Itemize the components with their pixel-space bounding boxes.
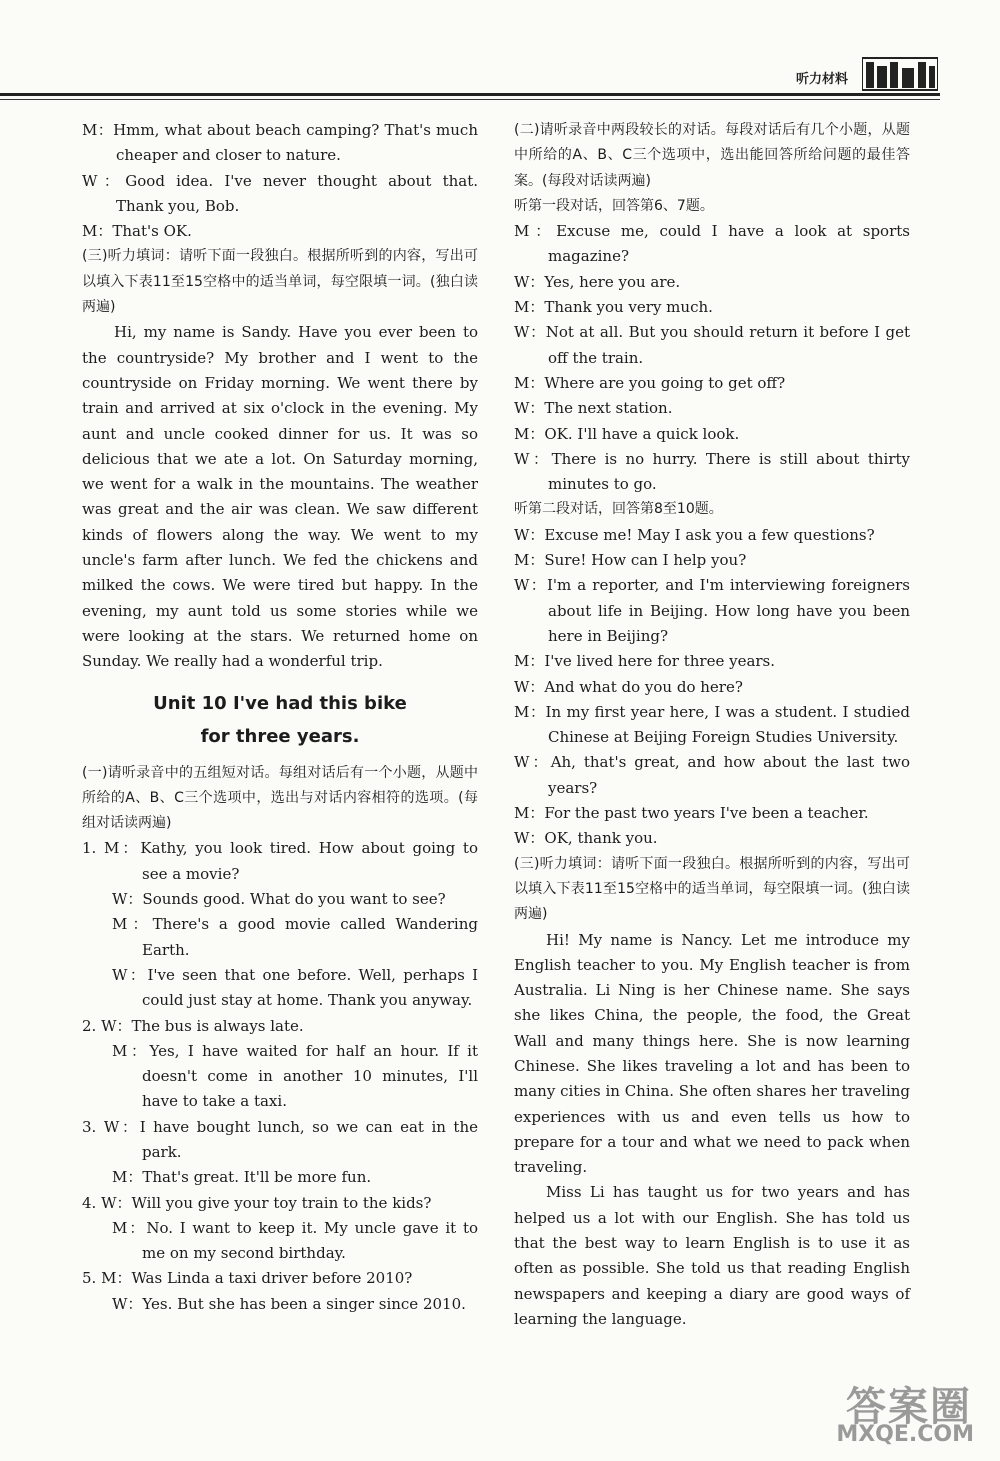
text-line: M：No. I want to keep it. My uncle gave it to me on my second birthday. [112, 1218, 478, 1263]
text-line: M：I've lived here for three years. [514, 652, 776, 671]
text-line: 5. M：Was Linda a taxi driver before 2010? [82, 1269, 413, 1288]
text-line: W：Good idea. I've never thought about that. Thank you, Bob. [82, 171, 478, 215]
text-line: M：That's great. It'll be more fun. [112, 1168, 372, 1187]
text-line: W：Yes. But she has been a singer since 2010. [112, 1294, 466, 1313]
text-line: M：In my first year here, I was a student. I studied Chinese at Beijing Foreign Studies University. [514, 702, 910, 747]
text-line: Miss Li has taught us for two years and has helped us a lot with our English. She has told us that the best way to learn English is to use it as often as possible. She told us that reading English newspapers and keeping a diary are good ways of learning the language. [514, 1183, 910, 1328]
text-line: M：Yes, I have waited for half an hour. If it doesn't come in another 10 minutes, I'll have to take a taxi. [112, 1041, 478, 1111]
header-decoration-icon [862, 52, 938, 92]
text-line: M：Sure! How can I help you? [514, 551, 747, 570]
text-line: W：OK, thank you. [514, 829, 658, 848]
text-line: Hi! My name is Nancy. Let me introduce my English teacher to you. My English teacher is from Australia. Li Ning is her Chinese name. She says she likes China, the people, the food, the Great Wall and many things here. She is now learning Chinese. She likes traveling a lot and has been to many cities in China. She often shares her traveling experiences with us and even tells us how to prepare for a tour and what we need to pack when traveling. [514, 930, 910, 1177]
text-line: M：Excuse me, could I have a look at sports magazine? [514, 222, 910, 266]
unit-title: Unit 10 I've had this bike for three years. [153, 692, 407, 747]
page-header [0, 0, 1000, 105]
section-title: 听力材料 [795, 72, 848, 87]
text-line: (三)听力填词：请听下面一段独白。根据所听到的内容，写出可以填入下表11至15空格中的适当单词，每空限填一词。(独白读两遍) [82, 248, 478, 316]
left-column [82, 118, 478, 1317]
text-line: M：Hmm, what about beach camping? That's much cheaper and closer to nature. [82, 121, 478, 165]
text-line: 2. W：The bus is always late. [82, 1016, 304, 1035]
text-line: M：Where are you going to get off? [514, 373, 786, 392]
header-rule-thin [0, 99, 940, 100]
text-line: W：And what do you do here? [514, 677, 743, 696]
text-line: W：Excuse me! May I ask you a few questions? [514, 525, 875, 544]
text-line: W：Yes, here you are. [514, 272, 681, 291]
text-line: (三)听力填词：请听下面一段独白。根据所听到的内容，写出可以填入下表11至15空格中的适当单词，每空限填一词。(独白读两遍) [514, 855, 910, 923]
text-line: Hi, my name is Sandy. Have you ever been to the countryside? My brother and I went to the countryside on Friday morning. We went there by train and arrived at six o'clock in the evening. My aunt and uncle cooked dinner for us. It was so delicious that we ate a lot. On Saturday morning, we went for a walk in the mountains. The weather was great and the air was clean. We saw different kinds of flowers along the way. We went to my uncle's farm after lunch. We fed the chickens and milked the cows. We were tired but happy. In the evening, my aunt told us some stories while we were looking at the stars. We returned home on Sunday. We really had a wonderful trip. [82, 323, 478, 671]
text-line: W：I'm a reporter, and I'm interviewing foreigners about life in Beijing. How long have you been here in Beijing? [514, 576, 910, 645]
text-line: W：Ah, that's great, and how about the last two years? [514, 753, 910, 797]
text-line: M：That's OK. [82, 222, 192, 241]
text-line: W：There is no hurry. There is still about thirty minutes to go. [514, 449, 910, 494]
text-line: W：Sounds good. What do you want to see? [112, 890, 446, 909]
text-line: 4. W：Will you give your toy train to the kids? [82, 1193, 432, 1212]
text-line: 1. M：Kathy, you look tired. How about going to see a movie? [82, 839, 478, 883]
right-column [514, 118, 910, 1332]
text-line: M：For the past two years I've been a teacher. [514, 804, 869, 823]
text-line: W：The next station. [514, 399, 673, 418]
text-line: M：OK. I'll have a quick look. [514, 424, 740, 443]
text-line: (二)请听录音中两段较长的对话。每段对话后有几个小题，从题中所给的A、B、C三个选项中，选出能回答所给问题的最佳答案。(每段对话读两遍) [514, 122, 910, 189]
text-line: 3. W：I have bought lunch, so we can eat in the park. [82, 1117, 478, 1161]
text-line: M：There's a good movie called Wandering Earth. [112, 915, 478, 959]
header-rule-thick [0, 93, 940, 96]
text-line: W：I've seen that one before. Well, perhaps I could just stay at home. Thank you anyway. [112, 965, 478, 1010]
text-line: M：Thank you very much. [514, 298, 713, 317]
text-line: W：Not at all. But you should return it before I get off the train. [514, 323, 910, 367]
text-line: (一)请听录音中的五组短对话。每组对话后有一个小题，从题中所给的A、B、C三个选项中，选出与对话内容相符的选项。(每组对话读两遍) [82, 764, 478, 832]
watermark-logo: 答案圈 MXQE.COM [836, 1384, 974, 1447]
text-line: 听第一段对话，回答第6、7题。 [514, 197, 714, 214]
text-line: 听第二段对话，回答第8至10题。 [514, 501, 723, 518]
